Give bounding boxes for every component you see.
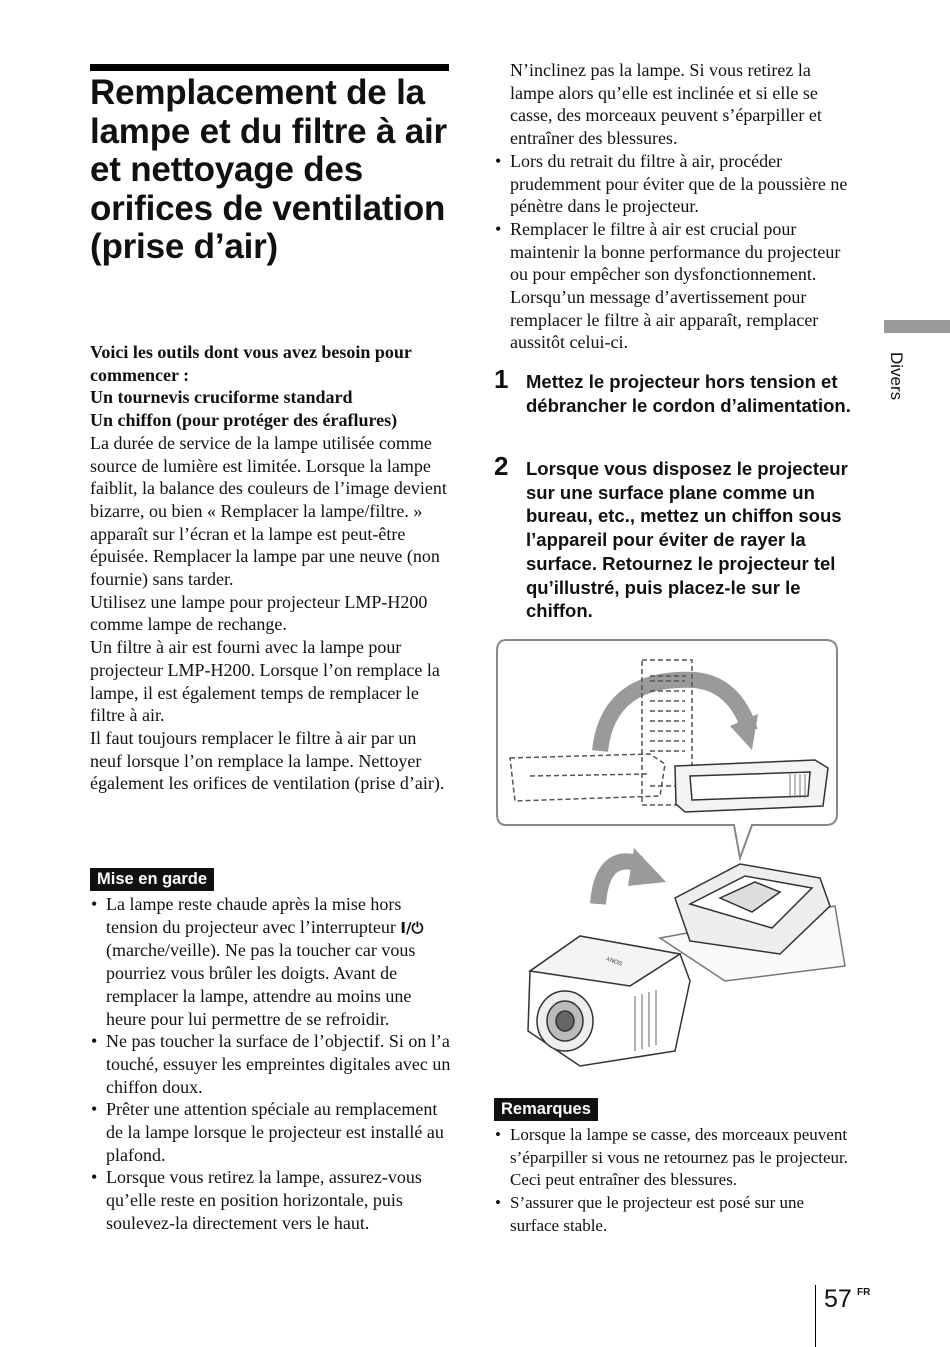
section-tab-marker — [884, 320, 950, 333]
title-rule — [90, 64, 449, 71]
caution-item — [90, 893, 452, 1030]
continuation-text: N’inclinez pas la lampe. Si vous retirez la lampe alors qu’elle est inclinée et si elle se casse, des morceaux peuvent s’éparpiller et entraîner des blessures. — [510, 60, 822, 149]
page-number: 57 — [824, 1285, 852, 1313]
intro-paragraph: Un filtre à air est fourni avec la lampe pour projecteur LMP-H200. Lorsque l’on remplace la lampe, il est également temps de remplacer le filtre à air. — [90, 637, 440, 726]
remarks-label: Remarques — [494, 1098, 598, 1121]
step-number: 2 — [494, 451, 509, 481]
projector-flip-illustration — [490, 636, 860, 1086]
step-text: Lorsque vous disposez le projecteur sur une surface plane comme un bureau, etc., mettez un chiffon sous l’appareil pour éviter de rayer la surface. Retournez le projecteur tel qu’illustré, puis placez-le sur le chiffon. — [526, 458, 848, 622]
tools-heading: Voici les outils dont vous avez besoin pour commencer : — [90, 342, 412, 385]
intro-paragraph: La durée de service de la lampe utilisée comme source de lumière est limitée. Lorsque la lampe faiblit, la balance des couleurs de l’image devient bizarre, ou bien « Remplacer la lampe/filtre. » apparaît sur l’écran et la lampe est peut-être épuisée. Remplacer la lampe par une neuve (non fournie) sans tarder. — [90, 432, 447, 590]
page-number-rule — [815, 1285, 816, 1347]
step-number: 1 — [494, 364, 509, 394]
remark-item: • S’assurer que le projecteur est posé sur une surface stable. — [494, 1192, 856, 1237]
caution-item: • Lors du retrait du filtre à air, procéder prudemment pour éviter que de la poussière ne pénètre dans le projecteur. — [494, 150, 856, 218]
caution-text: La lampe reste chaude après la mise hors tension du projecteur avec l’interrupteur — [106, 894, 402, 937]
page-title: Remplacement de la lampe et du filtre à air et nettoyage des orifices de ventilation (prise d’air) — [90, 73, 447, 266]
tool-cloth: Un chiffon (pour protéger des éraflures) — [90, 410, 398, 431]
remark-item: • Lorsque la lampe se casse, des morceaux peuvent s’éparpiller si vous ne retournez pas le projecteur. Ceci peut entraîner des blessures. — [494, 1124, 856, 1192]
projector-brand: SONY — [605, 954, 624, 966]
caution-text: (marche/veille). Ne pas la toucher car vous pourriez vous brûler les doigts. Avant de remplacer la lampe, attendre au moins une heure pour lui permettre de se refroidir. — [106, 940, 416, 1029]
caution-item: • Prêter une attention spéciale au remplacement de la lampe lorsque le projecteur est installé au plafond. — [90, 1098, 452, 1166]
power-icon: I/⏻ — [400, 918, 424, 937]
caution-item: • Remplacer le filtre à air est crucial pour maintenir la bonne performance du projecteur ou pour empêcher son dysfonctionnement. Lorsqu’un message d’avertissement pour remplacer le filtre à air apparaît, remplacer aussitôt celui-ci. — [494, 218, 856, 354]
remarks-section — [494, 1124, 856, 1238]
intro-section — [90, 341, 452, 795]
step-2 — [494, 451, 864, 623]
section-tab-text: Divers — [887, 352, 906, 401]
caution-label: Mise en garde — [90, 868, 214, 891]
caution-item: • Ne pas toucher la surface de l’objectif. Si on l’a touché, essuyer les empreintes digitales avec un chiffon doux. — [90, 1030, 452, 1098]
page-language: FR — [857, 1287, 871, 1298]
intro-paragraph: Il faut toujours remplacer le filtre à air par un neuf lorsque l’on remplace la lampe. Nettoyer également les orifices de ventilation (prise d’air). — [90, 727, 445, 794]
step-1 — [494, 364, 864, 417]
section-tab-label — [880, 352, 910, 412]
tool-screwdriver: Un tournevis cruciforme standard — [90, 387, 353, 408]
intro-paragraph: Utilisez une lampe pour projecteur LMP-H200 comme lampe de rechange. — [90, 591, 428, 635]
caution-item: • Lorsque vous retirez la lampe, assurez-vous qu’elle reste en position horizontale, puis soulevez-la directement vers le haut. — [90, 1166, 452, 1234]
caution-section — [90, 893, 452, 1235]
caution-continued — [494, 59, 856, 354]
step-text: Mettez le projecteur hors tension et débrancher le cordon d’alimentation. — [526, 371, 851, 416]
